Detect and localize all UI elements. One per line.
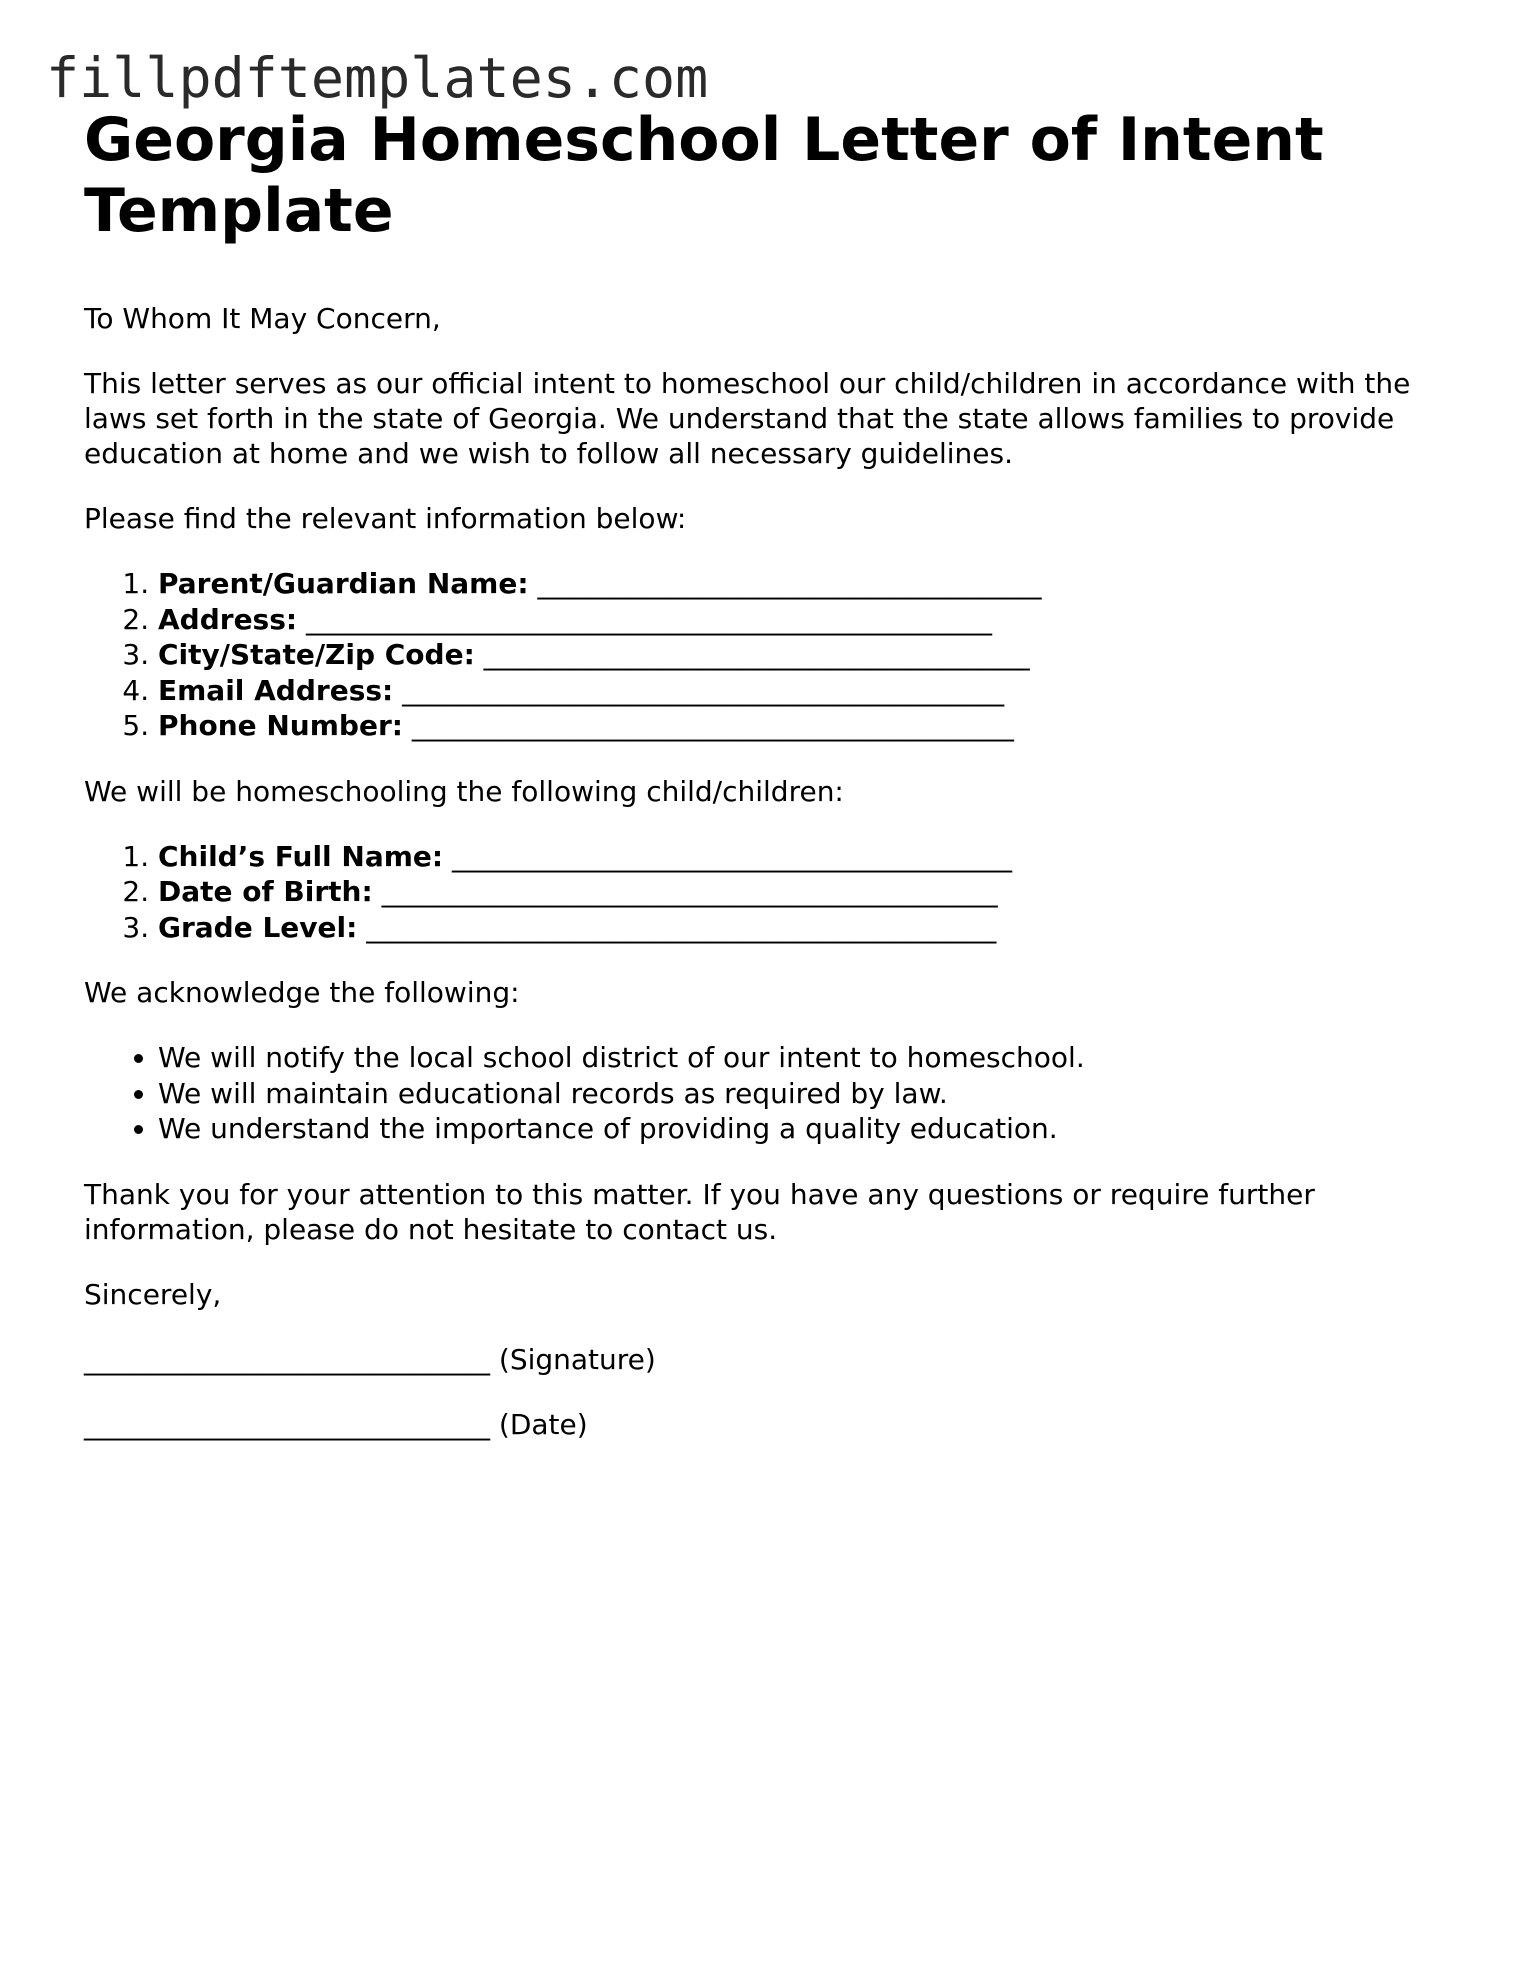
list-item: • We will maintain educational records as required by law. (158, 1076, 1454, 1112)
parent-name-blank[interactable]: ____________________________________ (537, 567, 1042, 600)
city-state-zip-blank[interactable]: _______________________________________ (483, 638, 1030, 671)
list-item-phone (158, 708, 1454, 744)
field-label: Email Address: (158, 673, 394, 707)
child-name-blank[interactable]: ________________________________________ (451, 839, 1012, 873)
signature-blank[interactable]: _____________________________ (84, 1342, 490, 1376)
children-intro-text: We will be homeschooling the following child/children: (84, 774, 844, 808)
list-item-address (158, 602, 1454, 638)
list-item-email (158, 673, 1454, 709)
list-item-date-of-birth (158, 874, 1454, 910)
parent-info-list (84, 566, 1454, 744)
acknowledgement-list (84, 1040, 1454, 1147)
field-label: City/State/Zip Code: (158, 638, 475, 671)
date-blank[interactable]: _____________________________ (84, 1407, 490, 1441)
acknowledge-intro-text: We acknowledge the following: (84, 976, 520, 1009)
signature-line (84, 1342, 1454, 1377)
date-label: (Date) (498, 1407, 588, 1441)
email-blank[interactable]: ___________________________________________ (402, 673, 1005, 707)
field-label: Grade Level: (158, 910, 358, 944)
field-label: Date of Birth: (158, 875, 373, 908)
intro-paragraph: This letter serves as our official intent to homeschool our child/children in accordance with the laws set forth in the state of Georgia. We understand that the state allows families to provide education at home and we wish to follow all necessary guidelines. (84, 367, 1411, 470)
field-label: Address: (158, 602, 298, 636)
list-item-grade-level (158, 910, 1454, 946)
letter-document (84, 105, 1454, 1442)
grade-level-blank[interactable]: _____________________________________________ (366, 910, 997, 944)
greeting: To Whom It May Concern, (84, 302, 441, 335)
page-title: Georgia Homeschool Letter of Intent Template (84, 105, 1324, 246)
watermark-text: fillpdftemplates.com (46, 46, 709, 110)
list-item-parent-name (158, 566, 1454, 602)
signature-label: (Signature) (498, 1342, 656, 1376)
field-label: Parent/Guardian Name: (158, 567, 529, 600)
field-label: Phone Number: (158, 709, 403, 742)
closing-paragraph: Thank you for your attention to this matter. If you have any questions or require further information, please do not hesitate to contact us. (84, 1177, 1315, 1246)
date-of-birth-blank[interactable]: ____________________________________________ (381, 875, 998, 908)
list-item-child-name (158, 839, 1454, 875)
sign-off: Sincerely, (84, 1277, 222, 1311)
list-item-city-state-zip (158, 637, 1454, 673)
date-line (84, 1407, 1454, 1442)
address-blank[interactable]: _________________________________________________ (306, 602, 992, 636)
list-item: • We understand the importance of providing a quality education. (158, 1111, 1454, 1147)
find-info-text: Please find the relevant information below: (84, 502, 687, 535)
list-item: • We will notify the local school district of our intent to homeschool. (158, 1040, 1454, 1076)
phone-blank[interactable]: ___________________________________________ (411, 709, 1014, 742)
child-info-list (84, 839, 1454, 946)
field-label: Child’s Full Name: (158, 839, 444, 873)
